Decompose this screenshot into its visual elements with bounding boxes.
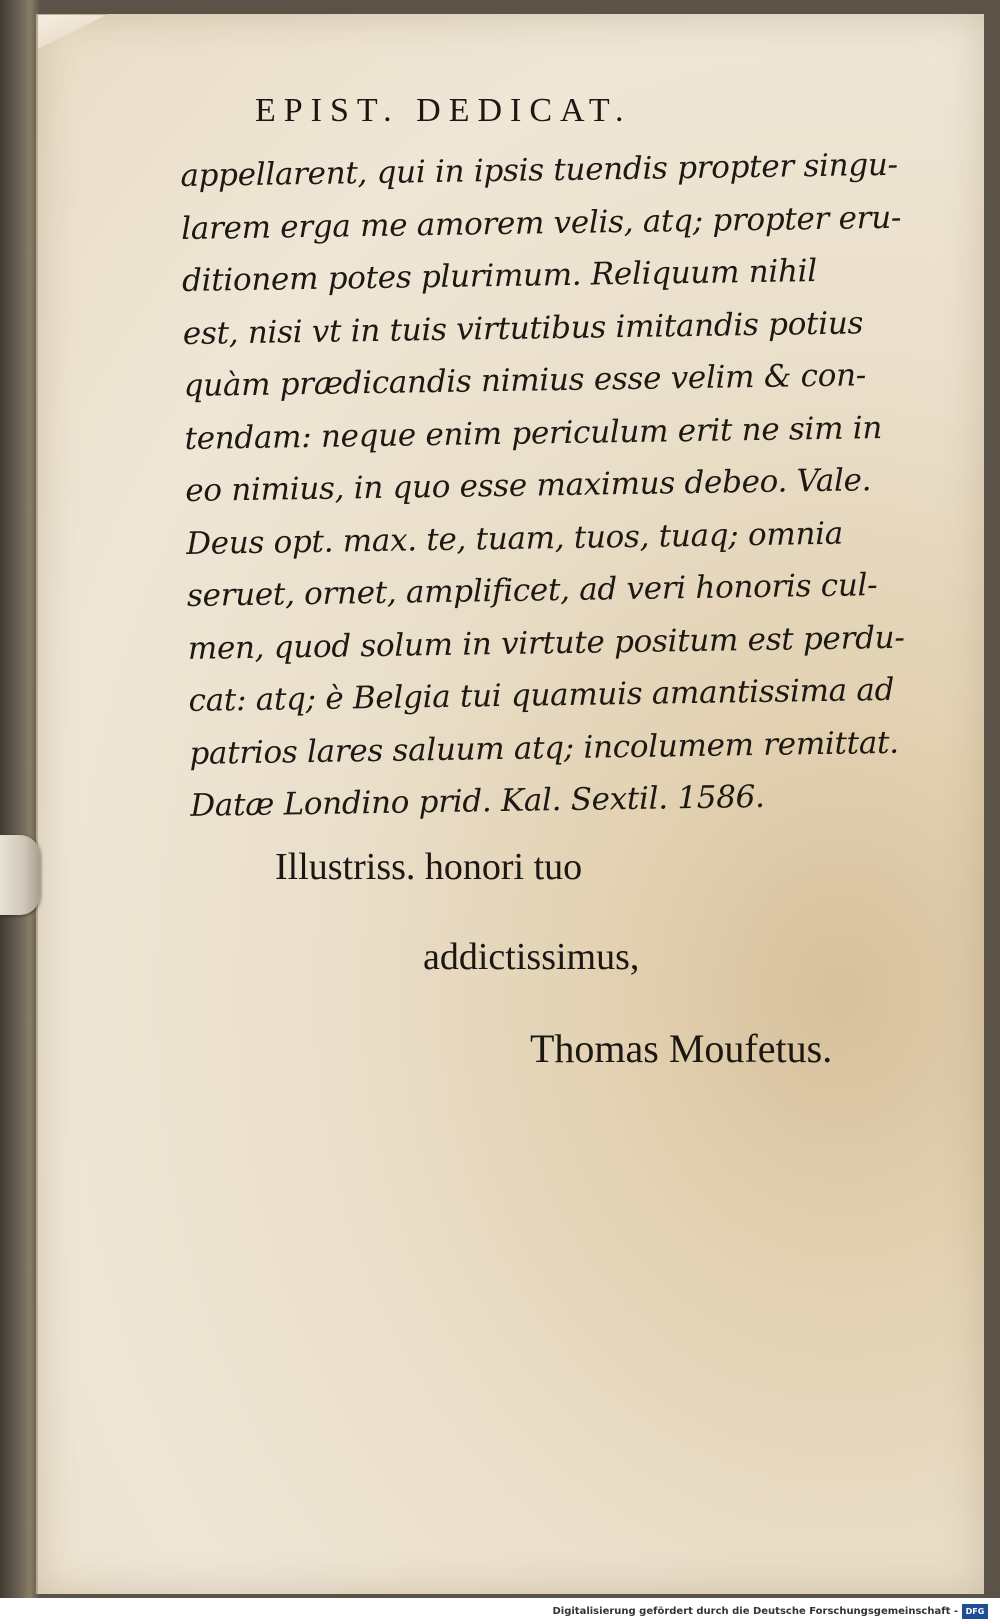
digitization-credit: Digitalisierung gefördert durch die Deutsche Forschungsgemeinschaft - xyxy=(552,1606,958,1617)
text-line: men, quod solum in virtute positum est perdu- xyxy=(187,619,905,667)
text-line: tendam: neque enim periculum erit ne sim in xyxy=(184,409,883,457)
text-line: larem erga me amorem velis, atq; propter eru- xyxy=(180,199,902,247)
text-line: quàm prædicandis nimius esse velim & con- xyxy=(183,357,867,404)
dedication-text xyxy=(180,139,905,833)
text-line: patrios lares saluum atq; incolumem remittat. xyxy=(189,724,899,772)
closing-devotion: addictissimus, xyxy=(423,936,640,978)
page-corner-fold xyxy=(38,14,108,49)
text-line: eo nimius, in quo esse maximus debeo. Vale. xyxy=(185,462,872,509)
closing-salutation: Illustriss. honori tuo xyxy=(275,846,583,888)
text-line: Deus opt. max. te, tuam, tuos, tuaq; omnia xyxy=(185,515,844,562)
dfg-logo: DFG xyxy=(962,1604,988,1619)
author-signature: Thomas Moufetus. xyxy=(530,1026,833,1071)
text-line: ditionem potes plurimum. Reliquum nihil xyxy=(181,253,818,299)
date-line: Datæ Londino prid. Kal. Sextil. 1586. xyxy=(190,778,765,824)
running-head: EPIST. DEDICAT. xyxy=(255,92,632,129)
text-line: cat: atq; è Belgia tui quamuis amantissima ad xyxy=(188,671,895,719)
text-line: est, nisi vt in tuis virtutibus imitandis potius xyxy=(182,304,864,352)
page-clip xyxy=(0,835,40,915)
text-line: appellarent, qui in ipsis tuendis propter singu- xyxy=(180,146,898,194)
text-line: seruet, ornet, amplificet, ad veri honoris cul- xyxy=(186,567,878,614)
